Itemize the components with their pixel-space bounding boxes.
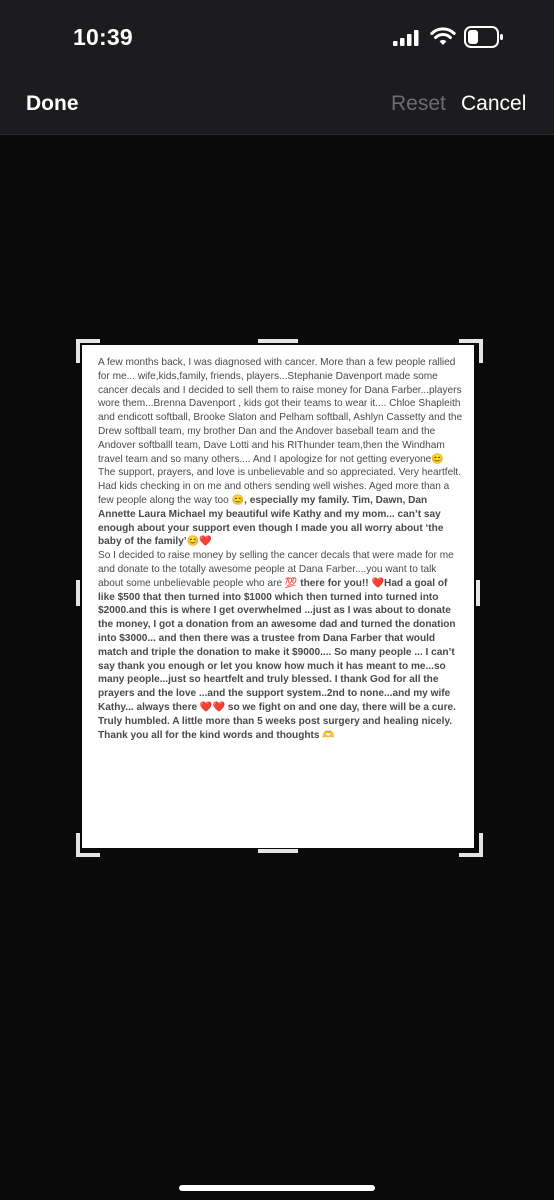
crop-handle-bottom-right[interactable] xyxy=(459,833,483,857)
cellular-signal-icon xyxy=(393,30,419,46)
crop-handle-top-right[interactable] xyxy=(459,339,483,363)
cropped-image[interactable] xyxy=(82,345,474,848)
crop-handle-top-left[interactable] xyxy=(76,339,100,363)
document-paragraph xyxy=(98,466,464,549)
wifi-icon xyxy=(430,27,456,47)
status-time: 10:39 xyxy=(73,24,133,50)
document-paragraph: A few months back, I was diagnosed with cancer. More than a few people rallied for me... wife,kids,family, friends, players...Stephanie Davenport made some cancer decals and I decided to sell them to raise money for Dana Farber...players wore them...Brenna Davenport , kids got their teams to wear it.... Chloe Shapleith and endicott softball, Brooke Slaton and Pelham softball, Ashlyn Cassetty and the Drew softball team, my brother Dan and the Andover baseball team and the Andover softballl team, Dave Lotti and his RIThunder team,then the Windham travel team and so many others.... And I apologize for not getting everyone😊 xyxy=(98,357,463,465)
cancel-button[interactable]: Cancel xyxy=(461,92,527,115)
paragraph-text-bold: there for you!! ❤️Had a goal of like $500 that then turned into $1000 which then turned into turned into $2000.and this is where I get overwhelmed ...just as I was about to donate the money, I got a donation from an awesome dad and turned the donation into $3000... and then there was a trustee from Dana Farber that would match and triple the donation to make it $9000.... So many people ... I can’t say thank you enough or let you know how much it has meant to me...so many people...just so heartfelt and truly blessed. I thank God for all the prayers and the love ...and the support system..2nd to none...and my wife Kathy... always there ❤️❤️ so we fight on and one day, there will be a cure. Truly humbled. A little more than 5 weeks post surgery and healing nicely. Thank you all for the kind words and thoughts 🫶 xyxy=(98,577,456,741)
battery-icon xyxy=(464,26,504,48)
paragraph-text: So I decided to raise money by selling the cancer decals that were made for me and donate to the totally awesome people at Dana Farber....you want to talk about some unbelievable people who are 💯 xyxy=(98,550,454,589)
document-paragraph xyxy=(98,549,464,742)
crop-handle-left[interactable] xyxy=(76,580,80,606)
done-button[interactable]: Done xyxy=(26,92,79,115)
paragraph-text: The support, prayers, and love is unbelievable and so appreciated. Very heartfelt. Had kids checking in on me and others sending well wishes. Aged more than a few people along the way too 😊 xyxy=(98,467,462,506)
document-text xyxy=(98,356,464,742)
crop-handle-bottom[interactable] xyxy=(258,849,298,853)
crop-handle-top[interactable] xyxy=(258,339,298,343)
editor-nav-bar xyxy=(0,70,554,135)
crop-handle-right[interactable] xyxy=(476,580,480,606)
status-bar xyxy=(0,0,554,70)
reset-button[interactable]: Reset xyxy=(391,92,446,115)
paragraph-text-bold: , especially my family. Tim, Dawn, Dan Annette Laura Michael my beautiful wife Kathy and my mom... can’t say enough about your support even though I made you all worry about ‘the baby of the family’😊❤️ xyxy=(98,494,444,548)
crop-handle-bottom-left[interactable] xyxy=(76,833,100,857)
home-indicator[interactable] xyxy=(179,1185,375,1191)
